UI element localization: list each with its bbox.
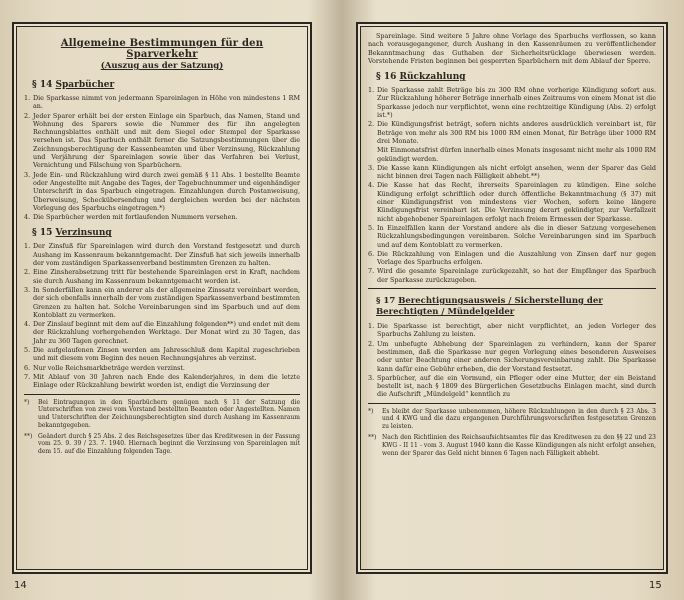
- section-14-heading: § 14 Sparbücher: [32, 80, 115, 90]
- list-item: 1. Der Zinsfuß für Spareinlagen wird durch den Vorstand festgesetzt und durch Aushang im Kassenraum bekanntgemacht. Der Zinsfuß hat sich jeweils innerhalb der vom zuständigen Sparkassenverband bestimmten Grenzen zu halten.: [24, 242, 300, 268]
- footnote: **) Geändert durch § 25 Abs. 2 des Reichsgesetzes über das Kreditwesen in der Fassung vom 25. 9. 39 / 23. 7. 1940. Hiernach beginnt die Verzinsung von Spareinlagen mit dem 15. auf die Einzahlung folgenden Tage.: [24, 432, 300, 456]
- list-item: 7. Wird die gesamte Spareinlage zurückgezahlt, so hat der Empfänger das Sparbuch der Sparkasse zurückzugeben.: [368, 267, 656, 284]
- list-item: 1. Die Sparkasse zahlt Beträge bis zu 300 RM ohne vorherige Kündigung sofort aus. Zur Rückzahlung höherer Beträge innerhalb eines Zeitraums von einem Monat ist die Sparkasse jedoch nur verpflichtet, wenn eine rechtzeitige Kündigung (Abs. 2) erfolgt ist.*): [368, 86, 656, 120]
- footnote-divider: [24, 394, 300, 395]
- list-item: 6. Die Rückzahlung von Einlagen und die Auszahlung von Zinsen darf nur gegen Vorlage des Sparbuchs erfolgen.: [368, 249, 656, 267]
- list-item: 3. Jede Ein- und Rückzahlung wird durch zwei gemäß § 11 Abs. 1 bestellte Beamte oder Angestellte mit Angabe des Tages, der Tagebuchnummer und eigenhändiger Unterschrift in das Sparbuch eingetragen. Einzahlungen durch Postanweisung, Überweisung, Scheckübersendung und dergleichen werden bei der nächsten Vorlegung des Sparbuchs eingetragen.*): [24, 170, 300, 212]
- left-page-frame: [12, 22, 312, 574]
- section-15-heading: § 15 Verzinsung: [32, 228, 112, 239]
- list-item: 6. Nur volle Reichsmarkbeträge werden verzinst.: [24, 363, 185, 372]
- right-page-frame: [356, 22, 668, 574]
- list-item: 2. Um unbefugte Abhebung der Spareinlagen zu verhindern, kann der Sparer bestimmen, daß die Sparkasse nur gegen Vorlegung eines besonderen Ausweises oder unter Beachtung einer anderen Sicherungsvereinbarung zahlt. Die Sparkasse kann dafür eine Gebühr erheben, die der Vorstand festsetzt.: [368, 339, 656, 373]
- list-item: 3. Die Kasse kann Kündigungen als nicht erfolgt ansehen, wenn der Sparer das Geld nicht binnen drei Tagen nach Fälligkeit abhebt.**): [368, 163, 656, 181]
- list-item: 1. Die Sparkasse ist berechtigt, aber nicht verpflichtet, an jeden Vorleger des Sparbuchs Zahlung zu leisten.: [368, 322, 656, 339]
- section-divider: [368, 288, 656, 289]
- list-item: 7. Mit Ablauf von 30 Jahren nach Ende des Kalenderjahres, in dem die letzte Einlage oder Rückzahlung bewirkt worden ist, endigt die Verzinsung der: [24, 372, 300, 390]
- footnote: *) Bei Eintragungen in den Sparbüchern genügen nach § 11 der Satzung die Unterschriften von zwei vom Vorstand bestellten Beamten oder Angestellten. Namen und Unterschriften der Zeichnungsberechtigten sind durch Aushang im Kassenraum bekanntgegeben.: [24, 398, 300, 429]
- list-item: 2. Jeder Sparer erhält bei der ersten Einlage ein Sparbuch, das Namen, Stand und Wohnung des Sparers sowie die Nummer des für ihn angelegten Rechnungsblattes enthält und mit dem Siegel oder Stempel der Sparkasse versehen ist. Das Sparbuch enthält ferner die Satzungsbestimmungen über die Zeichnungsberechtigung der Kassenbeamten und über Verzinsung, Rückzahlung und Verjährung der Spareinlagen sowie über das Verfahren bei Verlust, Vernichtung und Fälschung von Sparbüchern.: [24, 111, 300, 170]
- list-item: 3. In Sonderfällen kann ein anderer als der allgemeine Zinssatz vereinbart werden, der sich ebenfalls innerhalb der vom zuständigen Sparkassenverband bestimmten Grenzen zu halten hat. Solche Vereinbarungen sind im Sparbuch und auf dem Kontoblatt zu vermerken.: [24, 285, 300, 319]
- section-16-heading: § 16 Rückzahlung: [376, 72, 466, 83]
- footnote: **) Nach den Richtlinien des Reichsaufsichtsamtes für das Kreditwesen zu den §§ 22 und 23 KWG - II 11 - vom 3. August 1940 kann die Kasse Kündigungen als nicht erfolgt ansehen, wenn der Sparer das Geld nicht binnen 6 Tagen nach Fälligkeit abhebt.: [368, 434, 656, 457]
- footnote: *) Es bleibt der Sparkasse unbenommen, höhere Rückzahlungen in den durch § 23 Abs. 3 und 4 KWG und die dazu ergangenen Durchführungsvorschriften festgesetzten Grenzen zu leisten.: [368, 407, 656, 431]
- continuation-paragraph: Spareinlage. Sind weitere 5 Jahre ohne Vorlage des Sparbuchs verflossen, so kann nach vorausgegangener, durch Aushang in den Kassenräumen zu veröffentlichender Bekanntmachung das Guthaben der Sicherheitsrücklage überwiesen werden. Vorstehende Fristen beginnen bei gesperrten Sparbüchern mit dem Ablauf der Sperre.: [368, 32, 656, 65]
- list-item: 4. Die Kasse hat das Recht, ihrerseits Spareinlagen zu kündigen. Eine solche Kündigung erfolgt schriftlich oder durch öffentliche Bekanntmachung (§ 37) mit einer Kündigungsfrist von mindestens vier Wochen, sofern keine längere Kündigungsfrist vereinbart ist. Die Verzinsung derart gekündigter, zur Verfallzeit nicht abgehobener Spareinlagen erfolgt nach freiem Ermessen der Sparkasse.: [368, 181, 656, 223]
- list-item: Mit Einmonatsfrist dürfen innerhalb eines Monats insgesamt nicht mehr als 1000 RM gekündigt werden.: [377, 146, 656, 163]
- list-item: 5. In Einzelfällen kann der Vorstand andere als die in dieser Satzung vorgesehenen Rückzahlungsbedingungen vereinbaren. Solche Vereinbarungen sind im Sparbuch und auf dem Kontoblatt zu vermerken.: [368, 223, 656, 249]
- list-item: 5. Die aufgelaufenen Zinsen werden am Jahresschluß dem Kapital zugeschrieben und mit diesem vom Beginn des neuen Rechnungsjahres ab verzinst.: [24, 346, 300, 363]
- left-page: [0, 0, 340, 600]
- page-number-right: 15: [649, 580, 662, 591]
- list-item: 2. Die Kündigungsfrist beträgt, sofern nichts anderes ausdrücklich vereinbart ist, für Beträge von mehr als 300 RM bis 1000 RM einen Monat, für Beträge über 1000 RM drei Monate.: [368, 120, 656, 145]
- page-number-left: 14: [14, 580, 27, 591]
- document-title: Allgemeine Bestimmungen für den Sparverkehr: [60, 38, 264, 60]
- section-17-heading: § 17 Berechtigungsausweis / Sicherstellung der Berechtigten / Mündelgelder: [376, 296, 603, 318]
- document-subtitle: (Auszug aus der Satzung): [100, 61, 224, 71]
- list-item: 4. Die Sparbücher werden mit fortlaufenden Nummern versehen.: [24, 213, 238, 222]
- footnote-divider: [368, 403, 656, 404]
- list-item: 1. Die Sparkasse nimmt von jedermann Spareinlagen in Höhe von mindestens 1 RM an.: [24, 94, 300, 111]
- right-page: [344, 0, 684, 600]
- list-item: 3. Sparbücher, auf die ein Vormund, ein Pfleger oder eine Mutter, der ein Beistand bestellt ist, nach § 1809 des Bürgerlichen Gesetzbuchs Einlagen macht, sind durch die Aufschrift „Mündelgeld“ kenntlich zu: [368, 373, 656, 399]
- list-item: 2. Eine Zinsherabsetzung tritt für bestehende Spareinlagen erst in Kraft, nachdem sie durch Aushang im Kassenraum bekanntgemacht worden ist.: [24, 268, 300, 285]
- list-item: 4. Der Zinslauf beginnt mit dem auf die Einzahlung folgenden**) und endet mit dem der Rückzahlung vorhergehenden Werktage. Der Monat wird zu 30 Tagen, das Jahr zu 360 Tagen gerechnet.: [24, 320, 300, 345]
